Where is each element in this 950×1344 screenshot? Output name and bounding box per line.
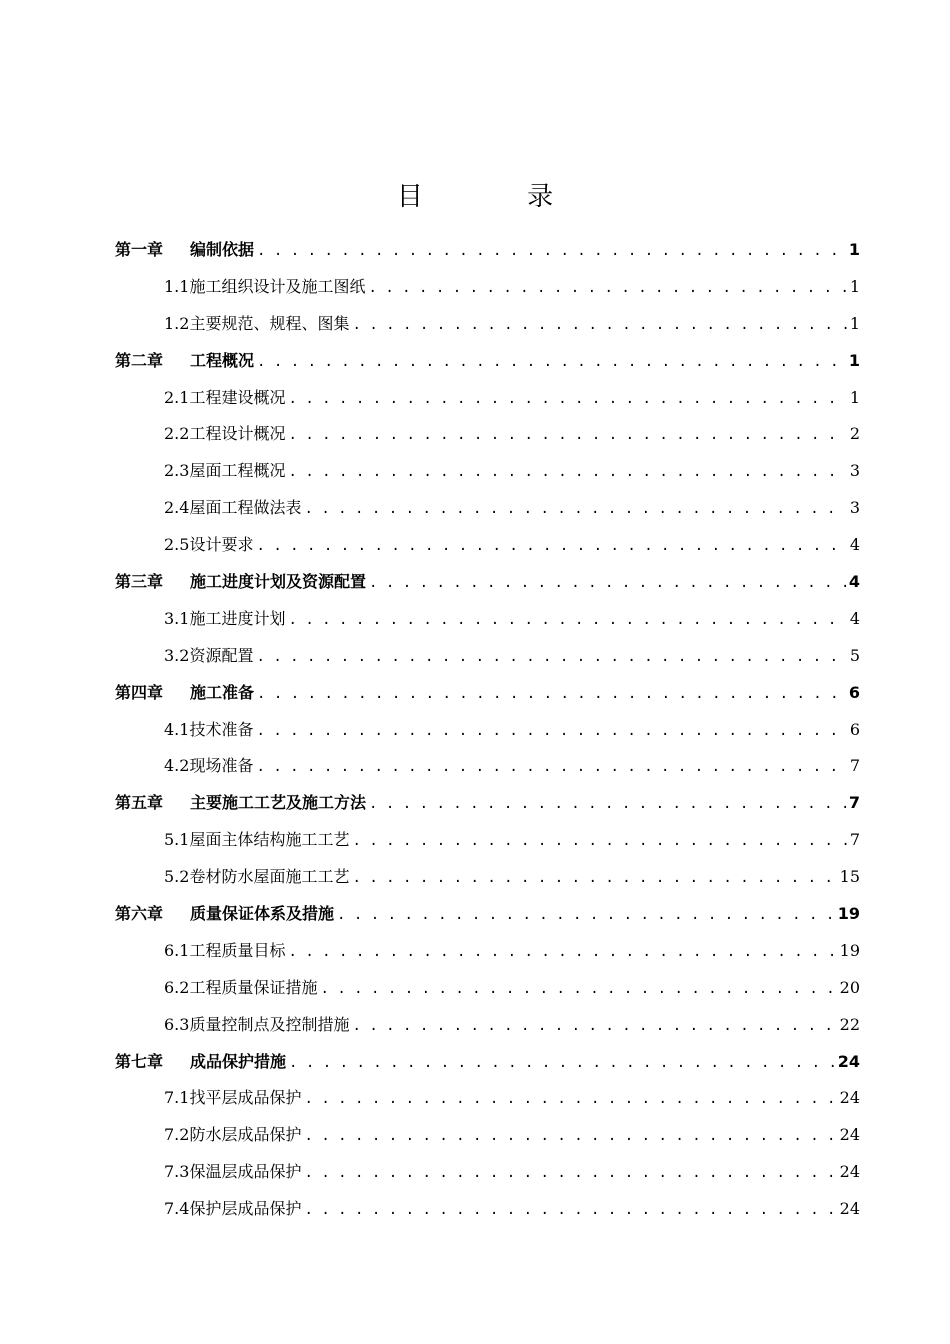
toc-entry-number: 第五章 <box>115 793 164 813</box>
toc-page-number: 4 <box>849 535 860 555</box>
toc-dot-leader <box>304 1192 836 1228</box>
toc-entry-title: 工程质量目标 <box>189 940 286 960</box>
toc-page-number: 20 <box>839 977 860 997</box>
toc-entry-number: 3.1 <box>164 608 190 628</box>
toc-section-entry[interactable] <box>115 416 860 453</box>
toc-entry-title: 施工进度计划 <box>189 608 286 628</box>
toc-page-number: 3 <box>849 461 860 481</box>
toc-page-number: 7 <box>848 793 860 813</box>
toc-section-entry[interactable] <box>115 1080 860 1117</box>
toc-page-number: 24 <box>839 1088 860 1108</box>
toc-dot-leader <box>369 786 846 822</box>
toc-page-number: 5 <box>849 645 860 665</box>
toc-section-entry[interactable] <box>115 970 860 1007</box>
toc-dot-leader <box>352 1008 836 1044</box>
toc-entry-number: 3.2 <box>164 645 190 665</box>
toc-page-number: 24 <box>837 1051 860 1071</box>
toc-entry-title: 屋面工程做法表 <box>189 498 302 518</box>
toc-entry-title: 主要规范、规程、图集 <box>189 313 350 333</box>
toc-entry-title: 工程建设概况 <box>189 387 286 407</box>
toc-dot-leader <box>289 1045 835 1081</box>
toc-page-number: 24 <box>839 1199 860 1219</box>
toc-entry-title: 屋面主体结构施工工艺 <box>189 830 350 850</box>
toc-page-number: 6 <box>848 682 860 702</box>
toc-section-entry[interactable] <box>115 1117 860 1154</box>
toc-entry-number: 第七章 <box>115 1051 164 1071</box>
toc-chapter-entry[interactable] <box>115 232 860 269</box>
toc-page-number: 1 <box>849 387 860 407</box>
toc-page-number: 15 <box>839 867 860 887</box>
toc-entry-number: 1.1 <box>164 276 190 296</box>
toc-page-number: 1 <box>849 276 860 296</box>
toc-entry-number: 6.3 <box>164 1014 190 1034</box>
toc-chapter-entry[interactable] <box>115 896 860 933</box>
toc-page-number: 7 <box>849 830 860 850</box>
toc-section-entry[interactable] <box>115 306 860 343</box>
toc-entry-title: 现场准备 <box>189 756 254 776</box>
table-of-contents <box>115 232 860 1228</box>
toc-entry-title: 保温层成品保护 <box>189 1162 302 1182</box>
toc-page-number: 1 <box>848 240 860 259</box>
toc-dot-leader <box>368 270 846 306</box>
toc-entry-title: 卷材防水屋面施工工艺 <box>189 867 350 887</box>
toc-dot-leader <box>352 823 846 859</box>
toc-dot-leader <box>337 897 835 933</box>
toc-dot-leader <box>256 749 846 785</box>
toc-section-entry[interactable] <box>115 1191 860 1228</box>
toc-chapter-entry[interactable] <box>115 1044 860 1081</box>
toc-dot-leader <box>256 528 846 564</box>
toc-dot-leader <box>320 971 836 1007</box>
toc-dot-leader <box>257 676 846 712</box>
toc-section-entry[interactable] <box>115 1154 860 1191</box>
toc-dot-leader <box>288 381 846 417</box>
toc-page-number: 7 <box>849 756 860 776</box>
toc-page-number: 22 <box>839 1014 860 1034</box>
toc-dot-leader <box>304 1118 836 1154</box>
toc-dot-leader <box>304 1155 836 1191</box>
toc-dot-leader <box>288 417 846 453</box>
toc-dot-leader <box>288 934 836 970</box>
toc-entry-title: 施工准备 <box>190 682 255 702</box>
toc-page-number: 19 <box>839 940 860 960</box>
toc-page-number: 1 <box>848 350 860 370</box>
toc-page-number: 19 <box>837 904 860 924</box>
toc-section-entry[interactable] <box>115 1007 860 1044</box>
toc-entry-title: 技术准备 <box>189 719 254 739</box>
toc-entry-number: 2.2 <box>164 424 190 444</box>
toc-section-entry[interactable] <box>115 527 860 564</box>
toc-page-number: 6 <box>849 719 860 739</box>
toc-entry-title: 设计要求 <box>189 535 254 555</box>
toc-entry-title: 屋面工程概况 <box>189 461 286 481</box>
toc-entry-title: 质量控制点及控制措施 <box>189 1014 350 1034</box>
toc-entry-number: 第二章 <box>115 350 164 370</box>
toc-entry-number: 4.2 <box>164 756 190 776</box>
toc-page-number: 2 <box>849 424 860 444</box>
toc-entry-title: 保护层成品保护 <box>189 1199 302 1219</box>
toc-dot-leader <box>369 565 846 601</box>
toc-entry-number: 4.1 <box>164 719 190 739</box>
toc-entry-number: 7.2 <box>164 1125 190 1145</box>
toc-section-entry[interactable] <box>115 712 860 749</box>
toc-page-number: 1 <box>849 313 860 333</box>
toc-section-entry[interactable] <box>115 380 860 417</box>
toc-entry-number: 2.1 <box>164 387 190 407</box>
toc-entry-number: 2.3 <box>164 461 190 481</box>
toc-section-entry[interactable] <box>115 269 860 306</box>
toc-section-entry[interactable] <box>115 453 860 490</box>
toc-section-entry[interactable] <box>115 638 860 675</box>
toc-dot-leader <box>288 454 846 490</box>
toc-dot-leader <box>257 344 846 380</box>
toc-entry-number: 5.2 <box>164 867 190 887</box>
toc-chapter-entry[interactable] <box>115 343 860 380</box>
toc-section-entry[interactable] <box>115 490 860 527</box>
toc-section-entry[interactable] <box>115 748 860 785</box>
toc-entry-title: 工程概况 <box>190 350 255 370</box>
toc-dot-leader <box>304 491 846 527</box>
toc-dot-leader <box>257 233 846 269</box>
toc-entry-title: 主要施工工艺及施工方法 <box>190 793 367 813</box>
toc-entry-number: 6.2 <box>164 977 190 997</box>
toc-entry-title: 质量保证体系及措施 <box>190 904 335 924</box>
toc-entry-title: 工程质量保证措施 <box>189 977 318 997</box>
toc-entry-number: 第一章 <box>115 240 164 259</box>
toc-chapter-entry[interactable] <box>115 675 860 712</box>
toc-dot-leader <box>288 602 846 638</box>
toc-title: 目 录 <box>396 182 602 212</box>
toc-dot-leader <box>304 1081 836 1117</box>
toc-entry-title: 找平层成品保护 <box>189 1088 302 1108</box>
toc-dot-leader <box>256 639 846 675</box>
toc-section-entry[interactable] <box>115 601 860 638</box>
toc-page-number: 24 <box>839 1162 860 1182</box>
toc-section-entry[interactable] <box>115 822 860 859</box>
toc-entry-number: 第六章 <box>115 904 164 924</box>
toc-entry-title: 编制依据 <box>190 240 255 259</box>
toc-entry-title: 施工进度计划及资源配置 <box>190 572 367 592</box>
toc-page-number: 3 <box>849 498 860 518</box>
toc-dot-leader <box>352 307 846 343</box>
toc-chapter-entry[interactable] <box>115 564 860 601</box>
toc-chapter-entry[interactable] <box>115 785 860 822</box>
toc-entry-number: 2.5 <box>164 535 190 555</box>
toc-entry-number: 7.4 <box>164 1199 190 1219</box>
toc-entry-number: 第四章 <box>115 682 164 702</box>
toc-entry-number: 6.1 <box>164 940 190 960</box>
toc-page-number: 4 <box>848 572 860 592</box>
toc-dot-leader <box>352 860 836 896</box>
toc-dot-leader <box>256 713 846 749</box>
toc-section-entry[interactable] <box>115 933 860 970</box>
toc-entry-title: 施工组织设计及施工图纸 <box>189 276 366 296</box>
toc-entry-number: 5.1 <box>164 830 190 850</box>
toc-section-entry[interactable] <box>115 859 860 896</box>
toc-entry-title: 防水层成品保护 <box>189 1125 302 1145</box>
toc-entry-number: 1.2 <box>164 313 190 333</box>
toc-entry-number: 7.3 <box>164 1162 190 1182</box>
toc-page-number: 4 <box>849 608 860 628</box>
toc-entry-number: 第三章 <box>115 572 164 592</box>
toc-page-number: 24 <box>839 1125 860 1145</box>
toc-entry-title: 成品保护措施 <box>190 1051 287 1071</box>
toc-entry-number: 2.4 <box>164 498 190 518</box>
toc-entry-number: 7.1 <box>164 1088 190 1108</box>
toc-entry-title: 工程设计概况 <box>189 424 286 444</box>
toc-entry-title: 资源配置 <box>189 645 254 665</box>
